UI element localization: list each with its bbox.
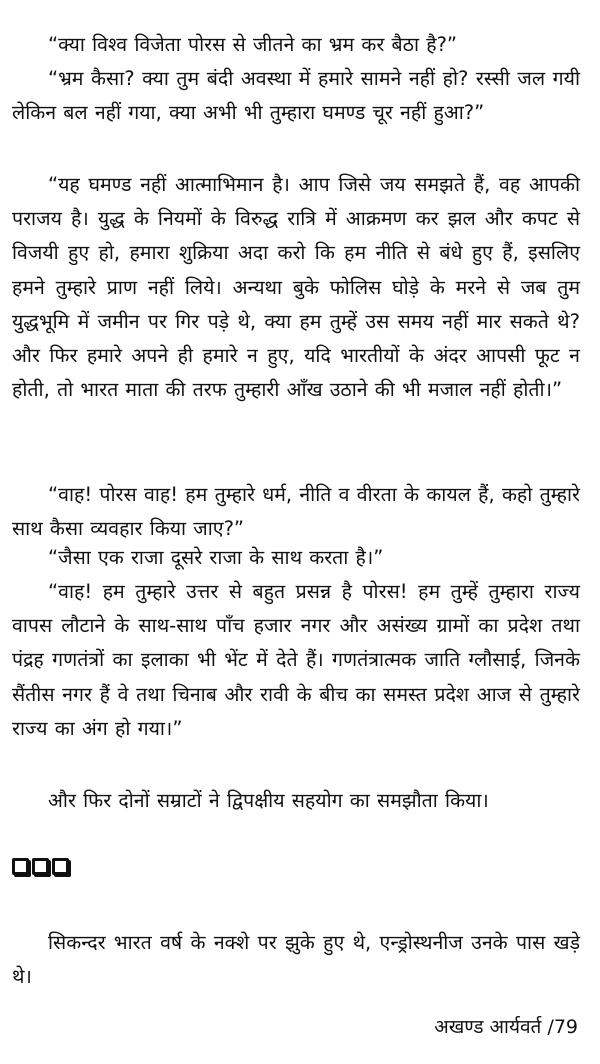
page-footer (434, 1014, 578, 1040)
footer-book-title: अखण्ड आर्यवर्त (434, 1016, 542, 1038)
footer-page-number: /79 (547, 1016, 578, 1038)
separator-box-icon (32, 858, 49, 875)
paragraph-1: “क्या विश्व विजेता पोरस से जीतने का भ्रम कर बैठा है?” (48, 33, 458, 56)
paragraph-2: “भ्रम कैसा? क्या तुम बंदी अवस्था में हमारे सामने नहीं हो? रस्सी जल गयी लेकिन बल नहीं गया, क्या अभी भी तुम्हारा घमण्ड चूर नहीं हुआ?” (12, 67, 580, 125)
paragraph-3: “यह घमण्ड नहीं आत्माभिमान है। आप जिसे जय समझते हैं, वह आपकी पराजय है। युद्ध के नियमों के विरुद्ध रात्रि में आक्रमण कर झल और कपट से विजयी हुए हो, हमारा शुक्रिया अदा करो कि हम नीति से बंधे हुए हैं, इसलिए हमने तुम्हारे प्राण नहीं लिये। अन्यथा बुके फोलिस घोड़े के मरने से जब तुम युद्धभूमि में जमीन पर गिर पड़े थे, क्या हम तुम्हें उस समय नहीं मार सकते थे? और फिर हमारे अपने ही हमारे न हुए, यदि भारतीयों के अंदर आपसी फूट न होती, तो भारत माता की तरफ तुम्हारी आँख उठाने की भी मजाल नहीं होती।” (12, 173, 580, 402)
paragraph-4: “वाह! पोरस वाह! हम तुम्हारे धर्म, नीति व वीरता के कायल हैं, कहो तुम्हारे साथ कैसा व्यवहार किया जाए?” (12, 483, 580, 541)
paragraph-5: “जैसा एक राजा दूसरे राजा के साथ करता है।” (48, 546, 384, 569)
separator-box-icon (12, 858, 29, 875)
next-section-paragraph: सिकन्दर भारत वर्ष के नक्शे पर झुके हुए थे, एन्ड्रोस्थनीज उनके पास खड़े थे। (12, 931, 580, 989)
separator-box-icon (52, 858, 69, 875)
paragraph-6: “वाह! हम तुम्हारे उत्तर से बहुत प्रसन्न है पोरस! हम तुम्हें तुम्हारा राज्य वापस लौटाने के साथ-साथ पाँच हजार नगर और असंख्य ग्रामों का प्रदेश तथा पंद्रह गणतंत्रों का इलाका भी भेंट में देते हैं। गणतंत्रात्मक जाति ग्लौसाई, जिनके सैंतीस नगर हैं वे तथा चिनाब और रावी के बीच का समस्त प्रदेश आज से तुम्हारे राज्य का अंग हो गया।” (12, 580, 580, 740)
paragraph-7: और फिर दोनों सम्राटों ने द्विपक्षीय सहयोग का समझौता किया। (48, 789, 489, 812)
section-separator (12, 858, 69, 875)
